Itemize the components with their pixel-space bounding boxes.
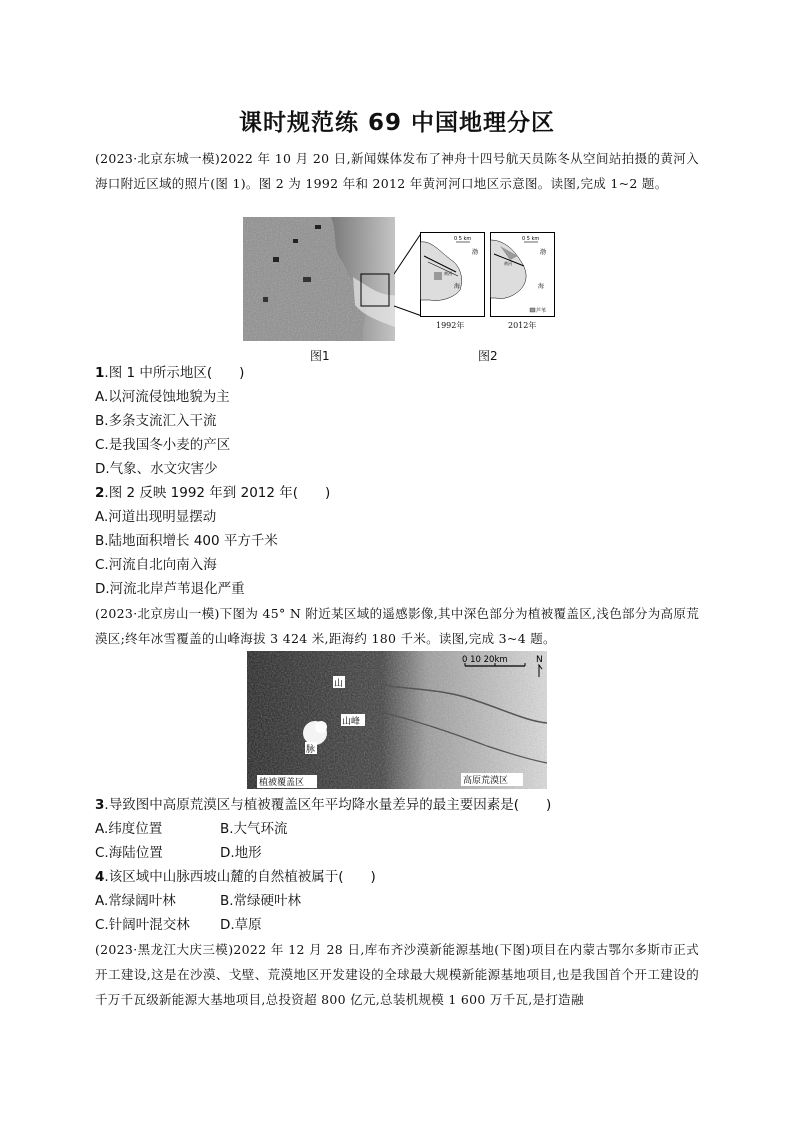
q1-option-c: C.是我国冬小麦的产区 <box>95 437 231 453</box>
intro-paragraph-3: (2023·黑龙江大庆三模)2022 年 12 月 28 日,库布齐沙漠新能源基地(下图)项目在内蒙古鄂尔多斯市正式开工建设,这是在沙漠、戈壁、荒漠地区开发建设的全球最大规模新能源基地项目,也是我国首个开工建设的千万千瓦级新能源大基地项目,总投资超 800 亿元,总装机规模 1 600 万千瓦,是打造融 <box>95 942 699 1007</box>
svg-text:海: 海 <box>538 283 545 290</box>
figure-2-maps <box>420 232 556 320</box>
q4-option-b: B.常绿硬叶林 <box>220 893 302 909</box>
q3-option-b: B.大气环流 <box>220 821 288 837</box>
page-title: 课时规范练 69 中国地理分区 <box>238 110 556 136</box>
q4-option-c: C.针阔叶混交林 <box>95 917 190 933</box>
question-1: 1.图 1 中所示地区( ) <box>95 365 245 381</box>
figure-1-caption: 图1 <box>310 349 330 363</box>
q1-option-b: B.多条支流汇入干流 <box>95 413 217 429</box>
map-1992 <box>421 233 485 317</box>
svg-text:山峰: 山峰 <box>342 717 361 727</box>
svg-text:芦苇: 芦苇 <box>536 308 547 314</box>
q3-option-a: A.纬度位置 <box>95 821 163 837</box>
q1-option-a: A.以河流侵蚀地貌为主 <box>95 389 230 405</box>
q2-option-a: A.河道出现明显摆动 <box>95 509 217 525</box>
svg-text:0 5 km: 0 5 km <box>522 236 540 242</box>
q4-option-a: A.常绿阔叶林 <box>95 893 176 909</box>
svg-text:N: N <box>536 655 543 665</box>
question-4: 4.该区域中山脉西坡山麓的自然植被属于( ) <box>95 869 376 885</box>
figure-2-caption: 图2 <box>478 349 498 363</box>
q3-option-d: D.地形 <box>220 845 262 861</box>
svg-text:黄河: 黄河 <box>444 271 452 276</box>
svg-text:0 10 20km: 0 10 20km <box>462 655 508 665</box>
svg-text:山: 山 <box>334 679 344 689</box>
map-2012 <box>491 233 555 317</box>
svg-text:脉: 脉 <box>306 745 316 755</box>
svg-text:0 5 km: 0 5 km <box>454 236 472 242</box>
svg-text:渤: 渤 <box>472 249 479 256</box>
svg-text:植被覆盖区: 植被覆盖区 <box>259 778 305 788</box>
q2-option-b: B.陆地面积增长 400 平方千米 <box>95 533 278 549</box>
figure-3-remote-sensing <box>247 651 547 789</box>
intro-paragraph-1: (2023·北京东城一模)2022 年 10 月 20 日,新闻媒体发布了神舟十四号航天员陈冬从空间站拍摄的黄河入海口附近区域的照片(图 1)。图 2 为 1992 年和 2012 年黄河河口地区示意图。读图,完成 1~2 题。 <box>95 151 699 191</box>
question-3: 3.导致图中高原荒漠区与植被覆盖区年平均降水量差异的最主要因素是( ) <box>95 797 552 813</box>
question-2: 2.图 2 反映 1992 年到 2012 年( ) <box>95 485 331 501</box>
q3-option-c: C.海陆位置 <box>95 845 163 861</box>
q2-option-c: C.河流自北向南入海 <box>95 557 217 573</box>
q4-option-d: D.草原 <box>220 917 262 933</box>
svg-text:黄河: 黄河 <box>504 261 512 266</box>
svg-text:高原荒漠区: 高原荒漠区 <box>463 776 509 786</box>
svg-text:海: 海 <box>454 283 461 290</box>
map-2012-label: 2012年 <box>508 321 537 330</box>
q1-option-d: D.气象、水文灾害少 <box>95 461 218 477</box>
figure-1-photo <box>243 217 395 341</box>
svg-text:渤: 渤 <box>540 249 547 256</box>
q2-option-d: D.河流北岸芦苇退化严重 <box>95 581 245 597</box>
map-1992-label: 1992年 <box>436 321 465 330</box>
intro-paragraph-2: (2023·北京房山一模)下图为 45° N 附近某区域的遥感影像,其中深色部分为植被覆盖区,浅色部分为高原荒漠区;终年冰雪覆盖的山峰海拔 3 424 米,距海约 180 千米。读图,完成 3~4 题。 <box>95 606 699 646</box>
